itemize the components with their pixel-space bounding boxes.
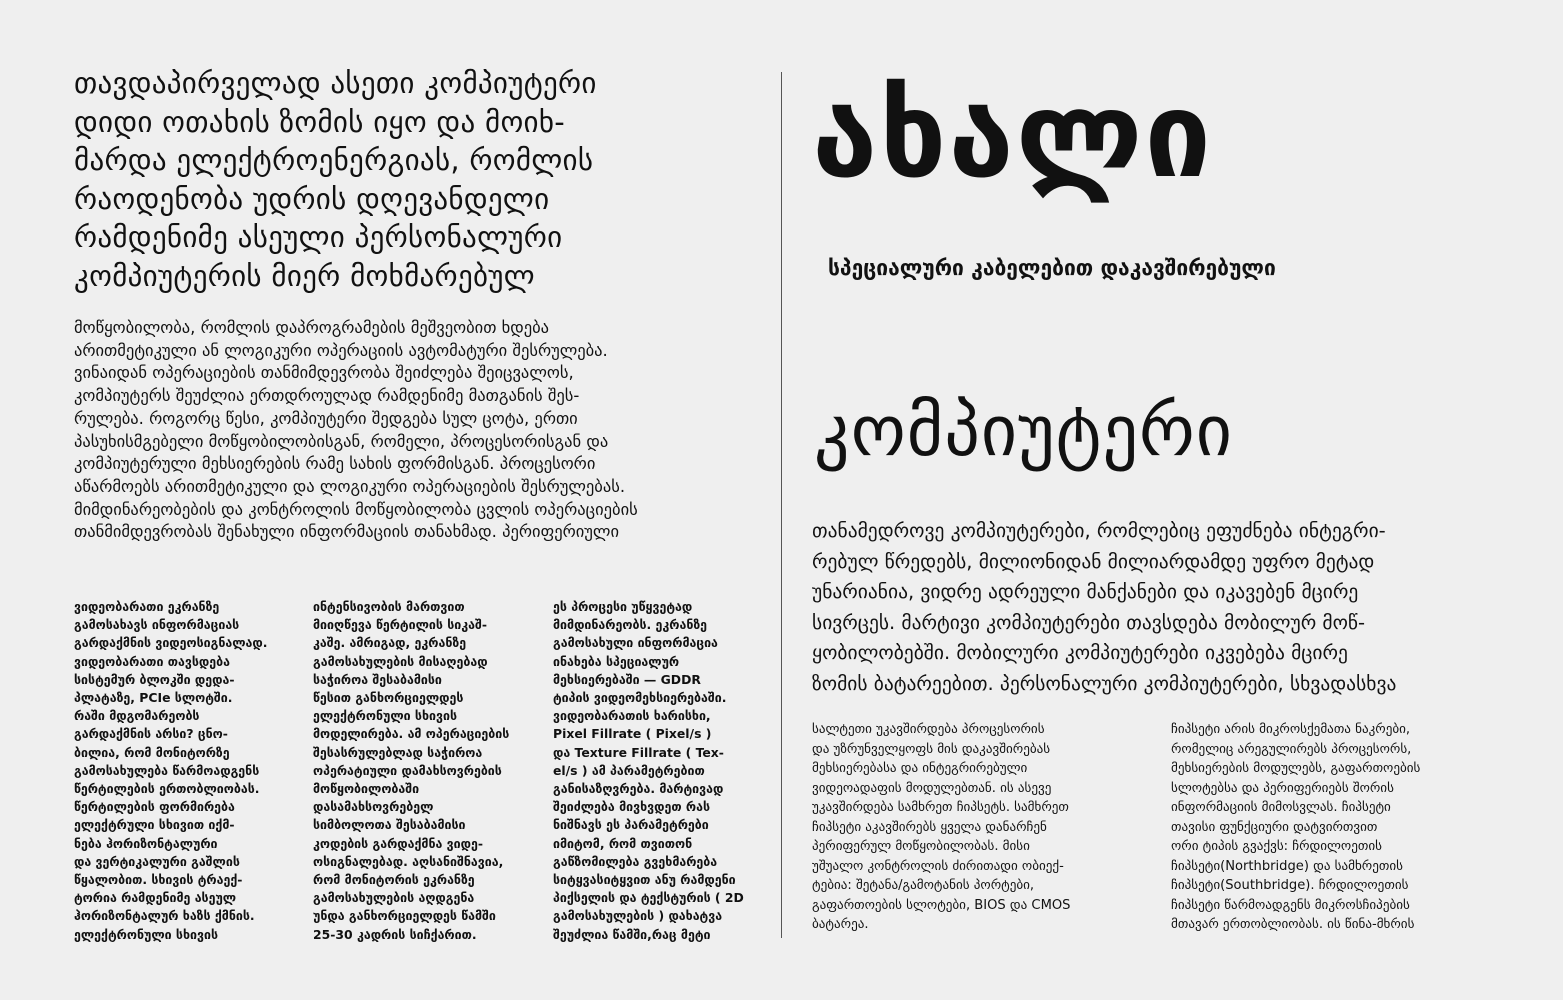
text-line: მეხსიერების მოდულებს, გაფართოების [1171,761,1421,776]
text-line: ტორია რამდენიმე ასეულ [74,890,237,906]
text-line: სალტეთი უკავშირდება პროცესორის [812,722,1045,737]
text-line: შეიძლება მივხვდეთ რას [553,799,711,815]
text-line: ვიდეობარათი ეკრანზე [74,599,220,614]
text-line: უნარიანია, ვიდრე ადრეული მანქანები და იკავებენ მცირე [812,580,1359,604]
text-line: წერტილების ფორმირება [74,799,235,815]
text-line: ინტენსივობის მართვით [313,599,465,614]
text-line: თავდაპირველად ასეთი კომპიუტერი [74,66,597,100]
text-line: მეხსიერებაში — GDDR [553,671,701,687]
text-line: el/s ) ამ პარამეტრებით [553,762,705,778]
text-line: რაში მდგომარეობს [74,708,200,724]
text-line: საჭიროა შესაბამისი [313,671,442,687]
text-line: რომ მონიტორის ეკრანზე [313,872,475,888]
text-line: სისტემურ ბლოკში დედა- [74,671,235,687]
text-line: მეხსიერებასა და ინტეგრირებული [812,761,1028,776]
text-line: 25-30 კადრის სიჩქარით. [313,926,477,942]
text-line: რაოდენობა უდრის დღევანდელი [74,181,550,216]
text-line: ნიშნავს ეს პარამეტრები [553,817,709,833]
text-line: ჩიპსეტი(Southbridge). ჩრდილოეთის [1171,878,1409,893]
text-line: ტიპის ვიდეომეხსიერებაში. [553,690,727,706]
text-line: რულება. როგორც წესი, კომპიუტერი შედგება სულ ცოტა, ერთი [74,408,578,428]
text-line: აწარმოებს არითმეტიკული და ლოგიკური ოპერაციების შესრულებას. [74,476,626,496]
text-line: ვინაიდან ოპერაციების თანმიმდევრობა შეიძლება შეიცვალოს, [74,363,574,383]
text-line: წყალობით. სხივის ტრაექ- [74,872,243,888]
text-line: ჩიპსეტი წარმოადგენს მიკროსჩიპების [1171,897,1410,913]
right-small-column-1 [812,720,1132,935]
text-line: დიდი ოთახის ზომის იყო და მოიხ- [74,104,566,139]
text-line: მარდა ელექტროენერგიას, რომლის [74,143,594,177]
text-line: პერიფერულ მოწყობილობას. მისი [812,839,1030,854]
text-line: პიქსელის და ტექსტურის ( 2D [553,890,744,906]
left-body-paragraph [74,317,774,544]
text-line: ჩიპსეტი აკავშირებს ყველა დანარჩენ [812,819,1047,835]
text-line: ელექტრონული სხივის [313,708,458,724]
text-line: გამოსახავს ინფორმაციას [74,617,240,633]
text-line: რომელიც არეგულირებს პროცესორს, [1171,741,1412,757]
text-line: და Texture Fillrate ( Tex- [553,744,724,760]
text-line: ვიდეოადაფის მოდულებთან. ის ასევე [812,780,1052,796]
text-line: ჰორიზონტალურ ხაზს ქმნის. [74,908,255,924]
text-line: ტებია: შეტანა/გამოტანის პორტები, [812,878,1035,893]
text-line: წესით განხორციელდეს [313,690,464,706]
text-line: შესასრულებლად საჭიროა [313,744,483,760]
text-line: განისაზღვრება. მარტივად [553,781,724,797]
text-line: სლოტებსა და პერიფერიებს შორის [1171,780,1394,796]
right-body-paragraph [812,516,1512,700]
text-line: გაწზომილება გვეხმარება [553,853,718,869]
small-text-column-2 [313,598,548,944]
text-line: ოსიგნალებად. აღსანიშნავია, [313,853,504,869]
text-line: არითმეტიკული ან ლოგიკური ოპერაციის ავტომატური შესრულება. [74,340,608,360]
text-line: გამოსახულების ) დახატვა [553,908,723,924]
text-line: ვიდეობარათი თავსდება [74,653,230,669]
right-small-column-2 [1171,720,1491,935]
text-line: იმიტომ, რომ თვითონ [553,835,693,851]
text-line: თანმიმდევრობას შენახული ინფორმაციის თანახმად. პერიფერიული [74,522,619,542]
text-line: კოდების გარდაქმნა ვიდე- [313,835,483,851]
text-line: გამოსახული ინფორმაცია [553,635,718,651]
text-line: უკავშირდება სამხრეთ ჩიპსეტს. სამხრეთ [812,800,1069,815]
text-line: გარდაქმნის ვიდეოსიგნალად. [74,635,268,651]
text-line: კომპიუტერის მიერ მოხმარებულ [74,258,535,293]
hero-word: ახალი [812,66,1213,204]
text-line: გამოსახულების აღდგენა [313,890,475,906]
small-text-column-1 [74,598,309,944]
headline [74,64,754,295]
text-line: მთავარ ერთობლიობას. ის წინა-მხრის [1171,917,1415,932]
text-line: გაფართოების სლოტები, BIOS და CMOS [812,897,1071,913]
text-line: მოწყობილობა, რომლის დაპროგრამების მეშვეობით ხდება [74,318,550,337]
text-line: ეს პროცესი უწყვეტად [553,599,693,614]
text-line: კაშე. ამრიგად, ეკრანზე [313,635,467,651]
hero-word-computer: კომპიუტერი [814,390,1233,472]
text-line: ინფორმაციის მიმოსვლას. ჩიპსეტი [1171,800,1391,815]
small-text-column-3 [553,598,788,944]
text-line: უშუალო კონტროლის ძირითადი ობიექ- [812,858,1064,874]
text-line: ინახება სპეციალურ [553,653,680,669]
text-line: მოწყობილობაში [313,781,420,797]
text-line: რებულ წრედებს, მილიონიდან მილიარდამდე უფრო მეტად [812,549,1375,573]
text-line: მოდელირება. ამ ოპერაციების [313,726,510,742]
text-line: მიიღწევა წერტილის სიკაშ- [313,617,487,633]
text-line: თავისი ფუნქციური დატვირთვით [1171,819,1378,835]
text-line: ელექტრული სხივით იქმ- [74,817,235,833]
text-line: მიმდინარეობების და კონტროლის მოწყობილობა ცვლის ოპერაციების [74,499,638,519]
text-line: ნება ჰორიზონტალური [74,835,218,851]
text-line: ორი ტიპის გვაქვს: ჩრდილოეთის [1171,839,1382,854]
text-line: Pixel Fillrate ( Pixel/s ) [553,726,712,742]
text-line: სივრცეს. მარტივი კომპიუტერები თავსდება მობილურ მოწ- [812,610,1366,634]
subheading: სპეციალური კაბელებით დაკავშირებული [828,256,1276,280]
text-line: ჩიპსეტი არის მიკროსქემათა ნაკრები, [1171,722,1411,737]
text-line: ჩიპსეტი(Northbridge) და სამხრეთის [1171,858,1403,874]
text-line: სიტყვასიტყვით ანუ რამდენი [553,872,736,888]
text-line: კომპიუტერს შეუძლია ერთდროულად რამდენიმე მათგანის შეს- [74,386,580,406]
text-line: ყობილობებში. მობილური კომპიუტერები იკვებება მცირე [812,641,1348,665]
text-line: გარდაქმნის არსი? ცნო- [74,726,228,742]
text-line: თანამედროვე კომპიუტერები, რომლებიც ეფუძნება ინტეგრი- [812,519,1386,542]
text-line: და ვერტიკალური გაშლის [74,853,240,869]
text-line: ზომის ბატარეებით. პერსონალური კომპიუტერები, სხვადასხვა [812,671,1397,695]
text-line: შეუძლია წამში,რაც მეტი [553,926,711,942]
text-line: მიმდინარეობს. ეკრანზე [553,617,708,633]
text-line: გამოსახულების მისაღებად [313,653,488,669]
text-line: ბატარეა. [812,917,869,932]
text-line: გამოსახულება წარმოადგენს [74,762,260,778]
text-line: და უზრუნველყოფს მის დაკავშირებას [812,741,1051,757]
text-line: პასუხისმგებელი მოწყობილობისგან, რომელი, პროცესორისგან და [74,431,609,451]
text-line: კომპიუტერული მეხსიერების რამე სახის ფორმისგან. პროცესორი [74,454,596,474]
text-line: პლატაზე, PCIe სლოტში. [74,690,233,706]
text-line: წერტილების ერთობლიობას. [74,781,260,797]
text-line: ვიდეობარათის ხარისხი, [553,708,711,724]
text-line: უნდა განხორციელდეს წამში [313,908,496,924]
text-line: სიმბოლოთა შესაბამისი [313,817,466,833]
text-line: ბილია, რომ მონიტორზე [74,744,230,760]
text-line: დასამახსოვრებელ [313,799,434,815]
text-line: ელექტრონული სხივის [74,926,219,942]
text-line: ოპერატიული დამახსოვრების [313,762,502,778]
text-line: რამდენიმე ასეული პერსონალური [74,220,563,254]
